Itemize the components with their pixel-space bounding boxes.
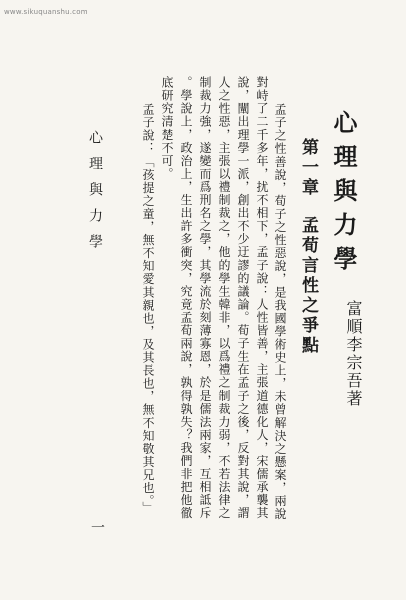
chapter-number: 第一章 bbox=[298, 138, 318, 198]
body-line: 。學說上，政治上，生出許多衝突，究竟孟荀兩說，孰得孰失？我們非把他徹 bbox=[179, 76, 193, 520]
watermark: www.sikuquanshu.com bbox=[4, 8, 88, 16]
body-line: 人之性惡，主張以禮制裁之，他的學生韓非，以爲禮之制裁力弱，不若法律之 bbox=[217, 76, 231, 520]
book-title: 心理與力學 bbox=[329, 110, 358, 280]
body-line: 底研究清楚不可。 bbox=[160, 76, 174, 181]
body-line: 制裁力強，遂變而爲刑名之學，其學流於刻薄寡恩，於是儒法兩家，互相詆斥 bbox=[198, 76, 212, 520]
body-line: 孟子說：「孩提之童，無不知愛其親也，及其長也，無不知敬其兄也。」 bbox=[141, 103, 155, 515]
chapter-heading bbox=[299, 138, 316, 356]
page-number: 一 bbox=[89, 520, 105, 534]
chapter-title: 孟荀言性之爭點 bbox=[298, 216, 318, 356]
author-line: 富順李宗吾著 bbox=[344, 300, 363, 408]
body-line: 孟子之性善說，荀子之性惡說，是我國學術史上，未曾解決之懸案，兩說 bbox=[273, 103, 287, 521]
body-line: 說，闡出理學一派，創出不少迂謬的議論。荀子生在孟子之後，反對其說，謂 bbox=[236, 76, 250, 520]
body-line: 對峙了二千多年，扰不相下，孟子說：人性皆善，主張道德化人，宋儒承襲其 bbox=[255, 76, 269, 520]
running-head: 心理與力學 bbox=[87, 130, 103, 260]
